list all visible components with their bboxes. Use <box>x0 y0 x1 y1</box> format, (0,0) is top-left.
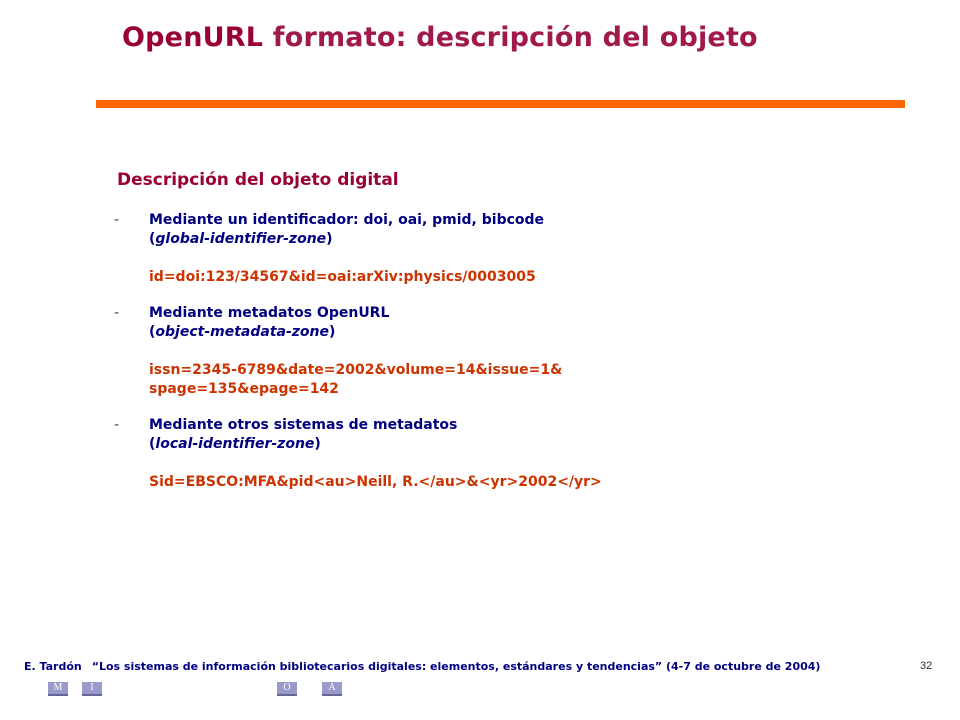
title-rule <box>96 100 905 108</box>
zone-label: (local-identifier-zone) <box>149 436 321 452</box>
bullet-dash: - <box>114 305 120 321</box>
footer <box>24 660 820 673</box>
zone-name: global-identifier-zone <box>155 231 327 247</box>
footer-author: E. Tardón <box>24 660 82 673</box>
nav-button-i[interactable]: I <box>82 682 102 696</box>
zone-label: (object-metadata-zone) <box>149 324 336 340</box>
bullet-local-identifier <box>114 416 834 492</box>
bullet-text: Mediante otros sistemas de metadatos <box>149 417 458 433</box>
zone-label: (global-identifier-zone) <box>149 231 333 247</box>
bullet-list <box>114 211 834 509</box>
bullet-dash: - <box>114 417 120 433</box>
title-part1: OpenURL <box>122 22 264 53</box>
bullet-dash: - <box>114 212 120 228</box>
zone-name: local-identifier-zone <box>155 436 315 452</box>
example-code: issn=2345-6789&date=2002&volume=14&issue=1& <box>149 362 563 378</box>
example-code: id=doi:123/34567&id=oai:arXiv:physics/0003005 <box>149 269 536 285</box>
bullet-global-identifier <box>114 211 834 287</box>
nav-button-a[interactable]: A <box>322 682 342 696</box>
nav-button-m[interactable]: M <box>48 682 68 696</box>
section-heading: Descripción del objeto digital <box>117 170 399 190</box>
bullet-text: Mediante metadatos OpenURL <box>149 305 390 321</box>
nav-button-o[interactable]: O <box>277 682 297 696</box>
example-code: spage=135&epage=142 <box>149 381 339 397</box>
zone-name: object-metadata-zone <box>155 324 330 340</box>
example-code: Sid=EBSCO:MFA&pid<au>Neill, R.</au>&<yr>2002</yr> <box>149 474 602 490</box>
bullet-object-metadata <box>114 304 834 399</box>
page-number: 32 <box>920 660 933 672</box>
footer-citation: “Los sistemas de información bibliotecarios digitales: elementos, estándares y tendencias” (4-7 de octubre de 2004) <box>91 660 821 673</box>
bullet-text: Mediante un identificador: doi, oai, pmid, bibcode <box>149 212 545 228</box>
title-part2: formato: descripción del objeto <box>272 22 758 53</box>
slide-title <box>122 22 758 53</box>
